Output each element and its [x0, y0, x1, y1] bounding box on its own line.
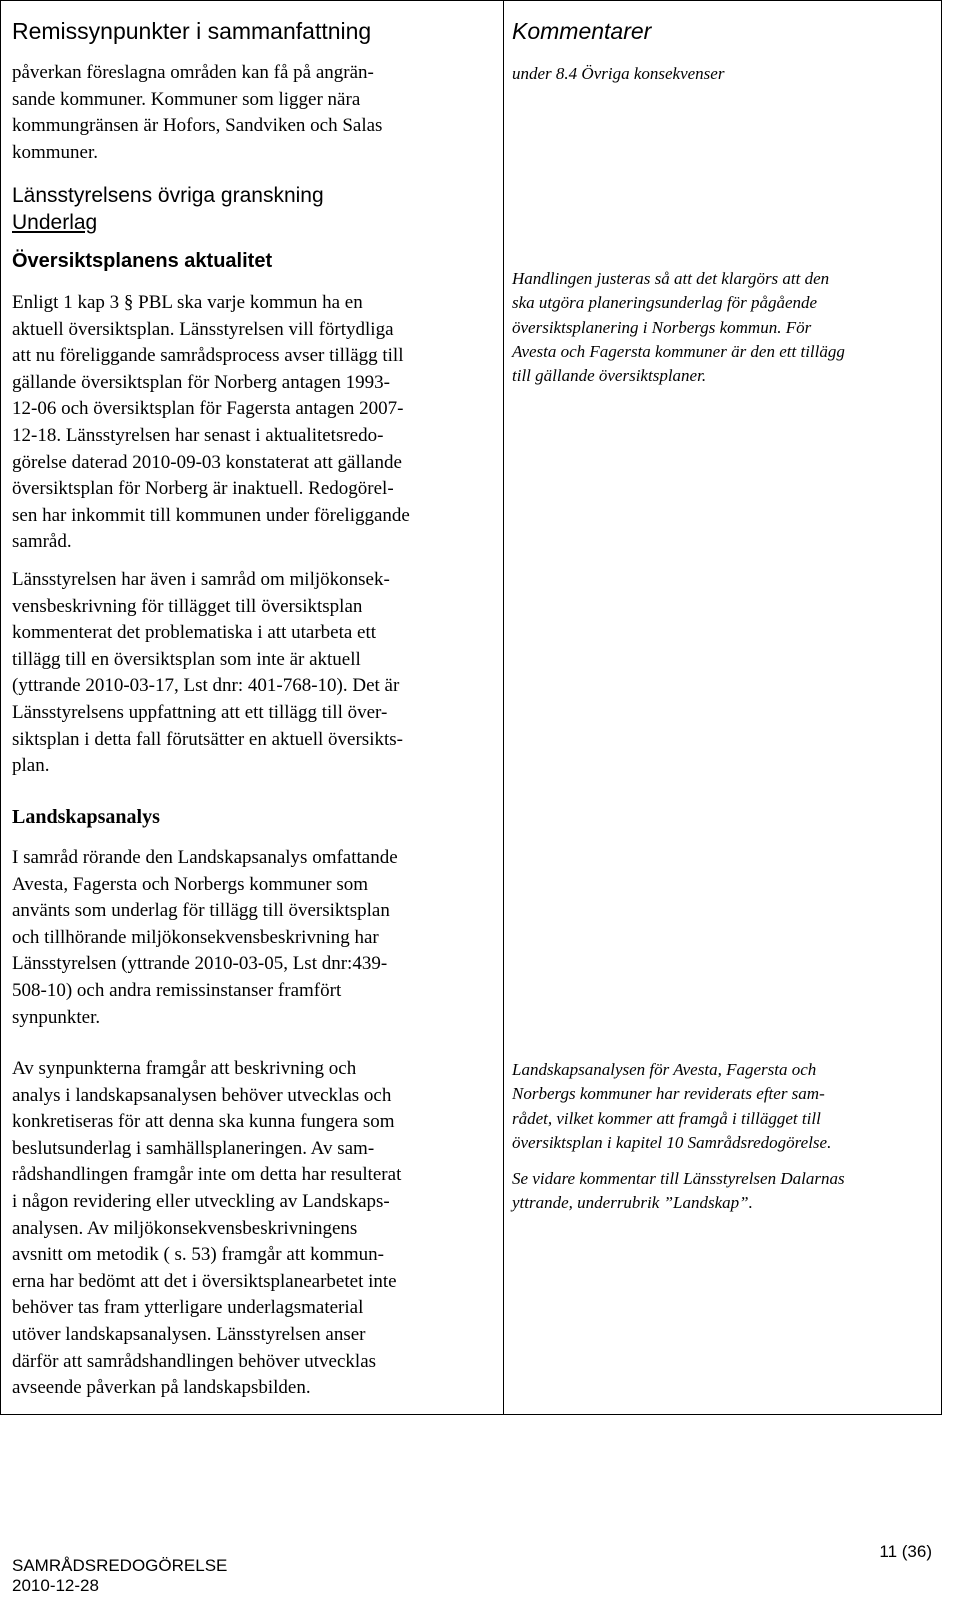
footer-doc-title: SAMRÅDSREDOGÖRELSE: [12, 1556, 228, 1575]
text-line: erna har bedömt att det i översiktsplanearbetet inte: [12, 1270, 397, 1292]
text-line: Länsstyrelsen (yttrande 2010-03-05, Lst dnr:439-: [12, 953, 388, 975]
text-line: i någon revidering eller utveckling av Landskaps-: [12, 1190, 390, 1212]
comment-4: [512, 1167, 845, 1216]
text-line: sande kommuner. Kommuner som ligger nära: [12, 88, 361, 110]
text-line: (yttrande 2010-03-17, Lst dnr: 401-768-10). Det är: [12, 675, 400, 697]
text-line: sen har inkommit till kommunen under föreliggande: [12, 504, 410, 526]
text-line: avseende påverkan på landskapsbilden.: [12, 1377, 311, 1399]
text-line: Landskapsanalysen för Avesta, Fagersta och: [512, 1060, 817, 1079]
text-line: siktsplan i detta fall förutsätter en aktuell översikts-: [12, 728, 403, 750]
text-line: kommungränsen är Hofors, Sandviken och Salas: [12, 115, 383, 137]
text-line: samråd.: [12, 531, 72, 553]
text-line: kommenterat det problematiska i att utarbeta ett: [12, 622, 377, 644]
text-line: kommuner.: [12, 141, 99, 163]
text-line: 12-06 och översiktsplan för Fagersta antagen 2007-: [12, 398, 404, 420]
text-line: yttrande, underrubrik ”Landskap”.: [512, 1193, 753, 1213]
mkb-paragraph: [12, 567, 403, 780]
text-line: analys i landskapsanalysen behöver utvecklas och: [12, 1084, 392, 1106]
text-line: därför att samrådshandlingen behöver utvecklas: [12, 1350, 377, 1372]
table-left-border: [0, 0, 1, 1415]
text-line: 12-18. Länsstyrelsen har senast i aktualitetsredo-: [12, 424, 384, 446]
text-line: använts som underlag för tillägg till översiktsplan: [12, 900, 390, 922]
text-line: Avesta och Fagersta kommuner är den ett tillägg: [512, 341, 845, 361]
text-line: att nu föreliggande samrådsprocess avser tillägg till: [12, 345, 404, 367]
aktualitet-heading: Översiktsplanens aktualitet: [12, 250, 273, 272]
text-line: ska utgöra planeringsunderlag för pågående: [512, 293, 818, 313]
text-line: påverkan föreslagna områden kan få på angrän-: [12, 62, 374, 83]
text-line: konkretiseras för att denna ska kunna fungera som: [12, 1111, 395, 1133]
text-line: I samråd rörande den Landskapsanalys omfattande: [12, 847, 398, 868]
subsection-title: Underlag: [12, 211, 98, 234]
text-line: tillägg till en översiktsplan som inte är aktuell: [12, 648, 361, 670]
text-line: vensbeskrivning för tillägget till översiktsplan: [12, 595, 363, 617]
text-line: analysen. Av miljökonsekvensbeskrivningens: [12, 1217, 358, 1239]
text-line: avsnitt om metodik ( s. 53) framgår att kommun-: [12, 1244, 385, 1266]
landskap-paragraph-1: [12, 845, 398, 1031]
text-line: behöver tas fram ytterligare underlagsmaterial: [12, 1297, 364, 1319]
text-line: till gällande översiktsplaner.: [512, 366, 707, 386]
text-line: och tillhörande miljökonsekvensbeskrivning har: [12, 926, 379, 948]
landskap-heading: Landskapsanalys: [12, 806, 160, 828]
comment-2: [512, 267, 845, 388]
text-line: översiktsplan för Norberg är inaktuell. Redogörel-: [12, 478, 394, 500]
text-line: gällande översiktsplan för Norberg antagen 1993-: [12, 371, 390, 393]
section-title: Länsstyrelsens övriga granskning: [12, 184, 324, 207]
column-divider: [503, 0, 504, 1415]
comment-1: under 8.4 Övriga konsekvenser: [512, 64, 725, 83]
table-top-border: [0, 0, 942, 1]
landskap-paragraph-2: [12, 1056, 401, 1402]
text-line: utöver landskapsanalysen. Länsstyrelsen anser: [12, 1323, 366, 1345]
text-line: Norbergs kommuner har reviderats efter sam-: [512, 1084, 825, 1104]
page-number: 11 (36): [879, 1542, 932, 1561]
text-line: rådet, vilket kommer att framgå i tillägget till: [512, 1108, 821, 1128]
text-line: synpunkter.: [12, 1006, 101, 1028]
text-line: görelse daterad 2010-09-03 konstaterat att gällande: [12, 451, 402, 473]
comment-3: [512, 1058, 831, 1155]
text-line: Enligt 1 kap 3 § PBL ska varje kommun ha en: [12, 292, 363, 313]
table-right-border: [941, 0, 942, 1415]
text-line: Länsstyrelsens uppfattning att ett tillägg till över-: [12, 701, 388, 723]
table-bottom-border: [0, 1414, 942, 1415]
intro-paragraph: [12, 60, 382, 166]
aktualitet-paragraph: [12, 290, 410, 556]
text-line: aktuell översiktsplan. Länsstyrelsen vill förtydliga: [12, 318, 394, 340]
text-line: Avesta, Fagersta och Norbergs kommuner som: [12, 873, 368, 895]
text-line: Handlingen justeras så att det klargörs att den: [512, 269, 830, 288]
text-line: rådshandlingen framgår inte om detta har resulterat: [12, 1164, 402, 1186]
text-line: plan.: [12, 755, 50, 777]
text-line: Av synpunkterna framgår att beskrivning och: [12, 1058, 357, 1079]
text-line: beslutsunderlag i samhällsplaneringen. Av sam-: [12, 1137, 375, 1159]
text-line: översiktsplanering i Norbergs kommun. För: [512, 317, 812, 337]
text-line: Länsstyrelsen har även i samråd om miljökonsek-: [12, 569, 390, 590]
footer-date: 2010-12-28: [12, 1576, 99, 1595]
text-line: Se vidare kommentar till Länsstyrelsen Dalarnas: [512, 1169, 845, 1188]
left-column-header: Remissynpunkter i sammanfattning: [12, 18, 372, 44]
footer-doc-info: [12, 1556, 227, 1596]
right-column-header: Kommentarer: [512, 18, 652, 44]
text-line: 508-10) och andra remissinstanser framfört: [12, 979, 342, 1001]
text-line: översiktsplan i kapitel 10 Samrådsredogörelse.: [512, 1132, 832, 1152]
